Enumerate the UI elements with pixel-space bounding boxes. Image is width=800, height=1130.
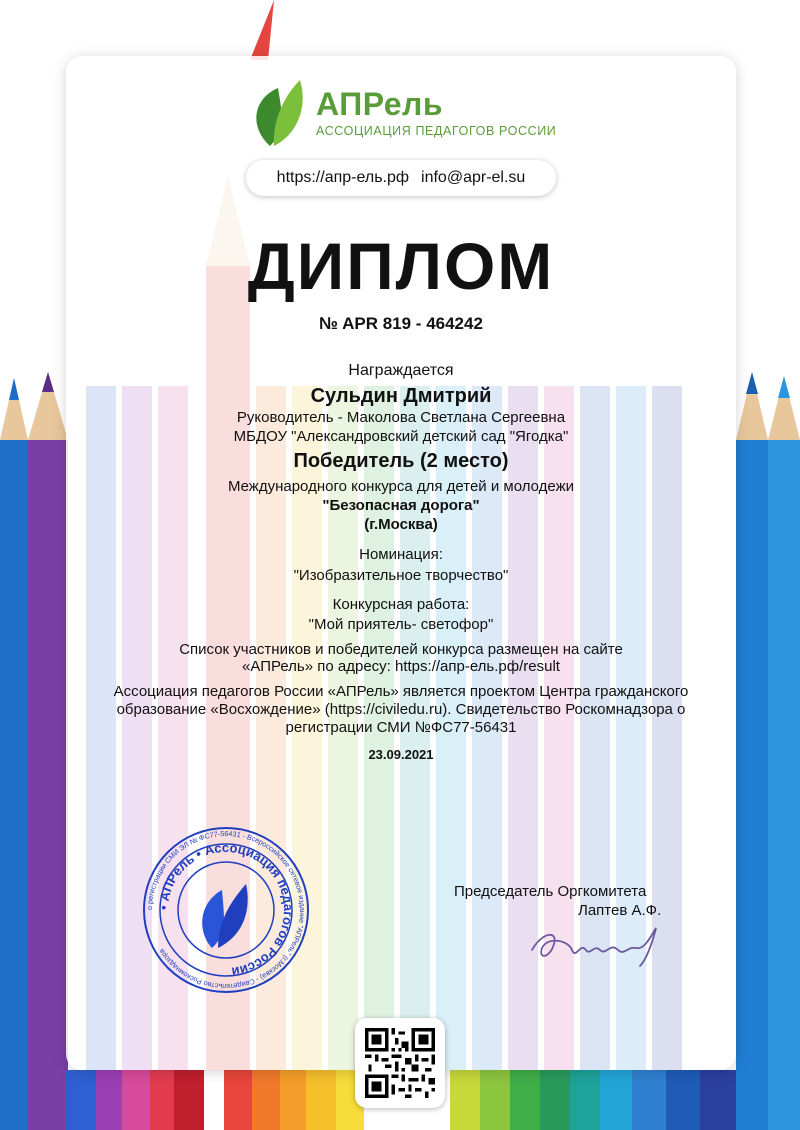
left-pencils [0, 372, 68, 1130]
contest-city: (г.Москва) [364, 516, 438, 533]
handwritten-signature [528, 920, 668, 970]
work-title: "Мой приятель- светофор" [308, 616, 494, 633]
svg-text:• АПРель • Ассоциация педагого [156, 840, 296, 980]
contacts-pill [246, 160, 556, 196]
awarded-label: Награждается [348, 362, 454, 379]
about-line-3: регистрации СМИ №ФС77-56431 [285, 719, 517, 736]
results-line-1: Список участников и победителей конкурса размещен на сайте [179, 641, 623, 658]
nomination-label: Номинация: [359, 546, 443, 563]
recipient-name: Сульдин Дмитрий [310, 385, 492, 407]
email-link[interactable]: info@apr-el.su [421, 169, 526, 186]
diploma-number: № APR 819 - 464242 [319, 314, 483, 333]
logo-title: АПРель [316, 86, 444, 122]
diploma-title: ДИПЛОМ [247, 229, 555, 303]
place: Победитель (2 место) [293, 450, 509, 472]
contest-type: Международного конкурса для детей и молодежи [227, 478, 575, 495]
logo-subtitle: АССОЦИАЦИЯ ПЕДАГОГОВ РОССИИ [316, 124, 557, 138]
about-line-1: Ассоциация педагогов России «АПРель» является проектом Центра гражданского [113, 683, 689, 700]
organization: МБДОУ "Александровский детский сад "Ягодка" [233, 428, 569, 445]
qr-code-icon [365, 1028, 435, 1098]
right-pencils [736, 372, 800, 1130]
stamp-outer-text: о регистрации СМИ ЭЛ № ФС77-56431 - Всероссийское сетевое издание "АПРель" (г.Москва) - Свидетельство Роскомнадзора [144, 828, 308, 992]
association-stamp [142, 826, 310, 994]
supervisor: Руководитель - Маколова Светлана Сергеевна [236, 409, 566, 426]
signatory-position: Председатель Оргкомитета [454, 883, 647, 900]
nomination: "Изобразительное творчество" [293, 567, 509, 584]
red-pencil-tip [250, 0, 274, 60]
signature-block [454, 882, 694, 920]
results-line-2: «АПРель» по адресу: https://апр-ель.рф/result [242, 658, 560, 675]
signatory-name: Лаптев А.Ф. [578, 902, 662, 919]
issue-date: 23.09.2021 [368, 747, 434, 762]
website-link[interactable]: https://апр-ель.рф [276, 169, 410, 186]
qr-code-container[interactable] [355, 1018, 445, 1108]
contest-name: "Безопасная дорога" [322, 497, 480, 514]
stamp-inner-text: • АПРель • Ассоциация педагогов России [155, 839, 297, 980]
about-line-2: образование «Восхождение» (https://civiledu.ru). Свидетельство Роскомнадзора о [116, 701, 686, 718]
work-label: Конкурсная работа: [332, 596, 470, 613]
